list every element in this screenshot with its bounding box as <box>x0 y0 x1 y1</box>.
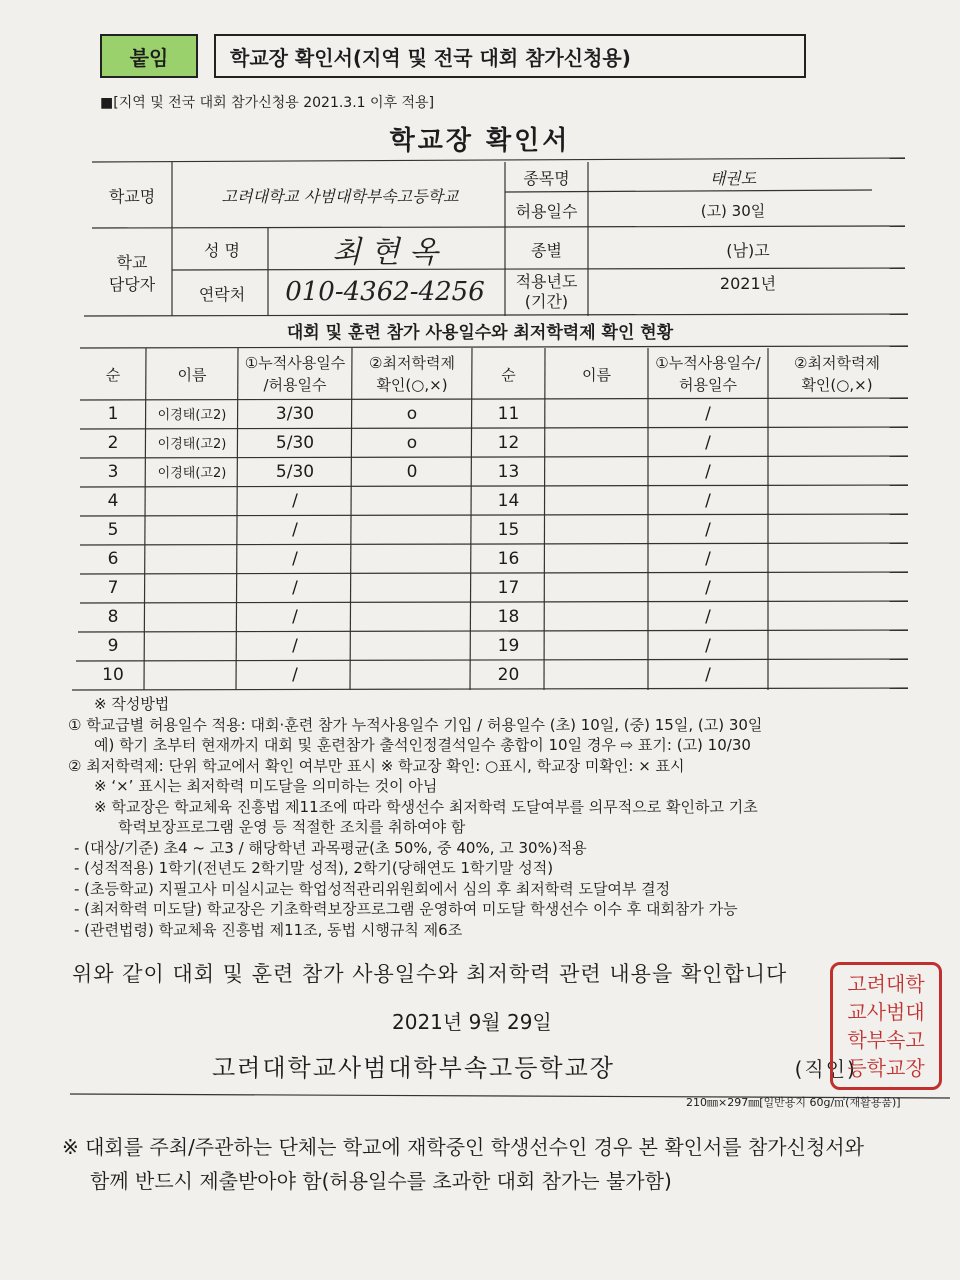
table-cell-no2: 15 <box>497 520 520 540</box>
col-days-header: ①누적사용일수 /허용일수 <box>244 354 346 394</box>
col-name-header: 이름 <box>177 366 207 384</box>
allowed-days-value: (고) 30일 <box>700 201 766 220</box>
principal-name: 고려대학교사범대학부속고등학교장 <box>212 1054 615 1082</box>
table-cell-no2: 20 <box>497 665 520 685</box>
paper-spec: 210㎜×297㎜[일반용지 60g/㎡(재활용품)] <box>686 1096 901 1109</box>
note-line: ① 학교급별 허용일수 적용: 대회·훈련 참가 누적사용일수 기입 / 허용일수 (초) 10일, (중) 15일, (고) 30일 <box>68 715 763 734</box>
table-cell-no: 4 <box>107 491 119 511</box>
note-line: ※ 작성방법 <box>94 695 170 713</box>
table-cell-days: / <box>292 491 298 511</box>
table-cell-no2: 12 <box>497 433 520 453</box>
submission-notice <box>62 1130 922 1198</box>
school-name-label: 학교명 <box>108 186 156 206</box>
note-line: - (초등학교) 지필고사 미실시교는 학업성적관리위원회에서 심의 후 최저학력 도달여부 결정 <box>74 879 671 898</box>
note-line: - (대상/기준) 초4 ~ 고3 / 해당학년 과목평균(초 50%, 중 40%, 고 30%)적용 <box>74 838 587 857</box>
note-line: ※ 학교장은 학교체육 진흥법 제11조에 따라 학생선수 최저학력 도달여부를 의무적으로 확인하고 기초 <box>94 797 758 816</box>
table-cell-days2: / <box>705 520 711 540</box>
col-name2-header: 이름 <box>582 366 611 384</box>
table-cell-no2: 11 <box>497 404 520 424</box>
table-cell-name: 이경태(고2) <box>157 466 227 481</box>
table-cell-no: 6 <box>107 549 119 569</box>
confirmation-date: 2021년 9월 29일 <box>392 1010 552 1034</box>
note-line: - (관련법령) 학교체육 진흥법 제11조, 동법 시행규칙 제6조 <box>74 920 463 939</box>
table-cell-no: 3 <box>107 462 119 482</box>
sport-value: 태권도 <box>709 168 757 188</box>
table-cell-no: 7 <box>107 578 119 598</box>
table-cell-no2: 16 <box>497 549 520 569</box>
table-cell-confirm: o <box>406 404 418 424</box>
official-seal-stamp: 고려대학교사범대학부속고등학교장 <box>830 962 942 1090</box>
table-cell-days2: / <box>705 549 711 569</box>
col-no2-header: 순 <box>501 366 516 384</box>
note-line: - (최저학력 미도달) 학교장은 기초학력보장프로그램 운영하여 미도달 학생선수 이수 후 대회참가 가능 <box>74 900 738 918</box>
col-confirm2-header: ②최저학력제 확인(○,×) <box>794 354 880 394</box>
note-line: - (성적적용) 1학기(전년도 2학기말 성적), 2학기(당해연도 1학기말 성적) <box>74 859 554 877</box>
table-cell-days2: / <box>705 607 711 627</box>
contact-label: 연락처 <box>198 284 246 304</box>
table-cell-name: 이경태(고2) <box>157 408 227 423</box>
confirmation-statement: 위와 같이 대회 및 훈련 참가 사용일수와 최저학력 관련 내용을 확인합니다 <box>72 962 788 986</box>
allowed-days-label: 허용일수 <box>515 201 578 221</box>
principal-title <box>212 1048 857 1083</box>
table-cell-days: / <box>292 520 298 540</box>
notice-line-2: 함께 반드시 제출받아야 함(허용일수를 초과한 대회 참가는 불가함) <box>90 1169 672 1193</box>
contact-value: 010-4362-4256 <box>285 277 485 307</box>
table-cell-no: 8 <box>107 607 119 627</box>
table-subtitle: 대회 및 훈련 참가 사용일수와 최저학력제 확인 현황 <box>286 323 674 343</box>
table-cell-no2: 19 <box>497 636 520 656</box>
table-cell-days: 5/30 <box>275 433 315 453</box>
table-cell-days: / <box>292 636 298 656</box>
year-value: 2021년 <box>719 273 777 293</box>
category-label: 종별 <box>531 240 562 260</box>
table-cell-no2: 14 <box>497 491 520 511</box>
table-cell-no: 2 <box>107 433 119 453</box>
table-cell-no: 5 <box>107 520 119 540</box>
table-cell-days2: / <box>705 636 711 656</box>
table-cell-no2: 17 <box>497 578 520 598</box>
attachment-tag: 붙임 <box>100 34 198 78</box>
table-cell-days2: / <box>705 462 711 482</box>
table-cell-days: / <box>292 549 298 569</box>
table-cell-no2: 18 <box>497 607 520 627</box>
manager-name-value: 최 현 옥 <box>331 235 438 270</box>
form-heading: 학교장 확인서(지역 및 전국 대회 참가신청용) <box>214 34 806 78</box>
manager-label: 학교 담당자 <box>108 253 156 294</box>
table-cell-confirm: 0 <box>406 462 418 482</box>
table-cell-days: / <box>292 665 298 685</box>
table-cell-days: 5/30 <box>275 462 315 482</box>
document-title: 학교장 확인서 <box>389 126 571 156</box>
school-name-value: 고려대학교 사범대학부속고등학교 <box>221 186 459 206</box>
table-cell-days2: / <box>705 578 711 598</box>
manager-name-label: 성 명 <box>204 240 240 260</box>
note-line: ② 최저학력제: 단위 학교에서 확인 여부만 표시 ※ 학교장 확인: ○표시, 학교장 미확인: × 표시 <box>68 756 685 775</box>
col-confirm-header: ②최저학력제 확인(○,×) <box>369 354 455 394</box>
note-line: 학력보장프로그램 운영 등 적절한 조치를 취하여야 함 <box>118 818 466 836</box>
table-cell-no: 10 <box>102 665 124 685</box>
col-days2-header: ①누적사용일수/ 허용일수 <box>655 354 761 394</box>
notice-line-1: ※ 대회를 주최/주관하는 단체는 학교에 재학중인 학생선수인 경우 본 확인서를 참가신청서와 <box>62 1135 864 1159</box>
year-label: 적용년도 (기간) <box>515 272 578 311</box>
table-cell-name: 이경태(고2) <box>157 437 227 452</box>
table-cell-no: 1 <box>107 404 119 424</box>
table-cell-confirm: o <box>406 433 418 453</box>
table-cell-days2: / <box>705 404 711 424</box>
table-cell-no2: 13 <box>497 462 520 482</box>
writing-instructions <box>68 694 928 940</box>
table-cell-no: 9 <box>107 636 119 656</box>
category-value: (남)고 <box>726 240 770 260</box>
applicability-note: ■[지역 및 전국 대회 참가신청용 2021.3.1 이후 적용] <box>100 95 435 111</box>
table-cell-days2: / <box>705 491 711 511</box>
table-cell-days: / <box>292 578 298 598</box>
table-cell-days: / <box>292 607 298 627</box>
table-cell-days: 3/30 <box>275 404 315 424</box>
table-cell-days2: / <box>705 665 711 685</box>
table-cell-days2: / <box>705 433 711 453</box>
col-no-header: 순 <box>105 366 121 384</box>
sport-label: 종목명 <box>523 168 570 188</box>
note-line: ※ ‘×’ 표시는 최저학력 미도달을 의미하는 것이 아님 <box>94 777 438 795</box>
official-seal-label: (직인) <box>794 1057 857 1081</box>
note-line: 예) 학기 초부터 현재까지 대회 및 훈련참가 출석인정결석일수 총합이 10일 경우 ⇨ 표기: (고) 10/30 <box>94 736 751 754</box>
